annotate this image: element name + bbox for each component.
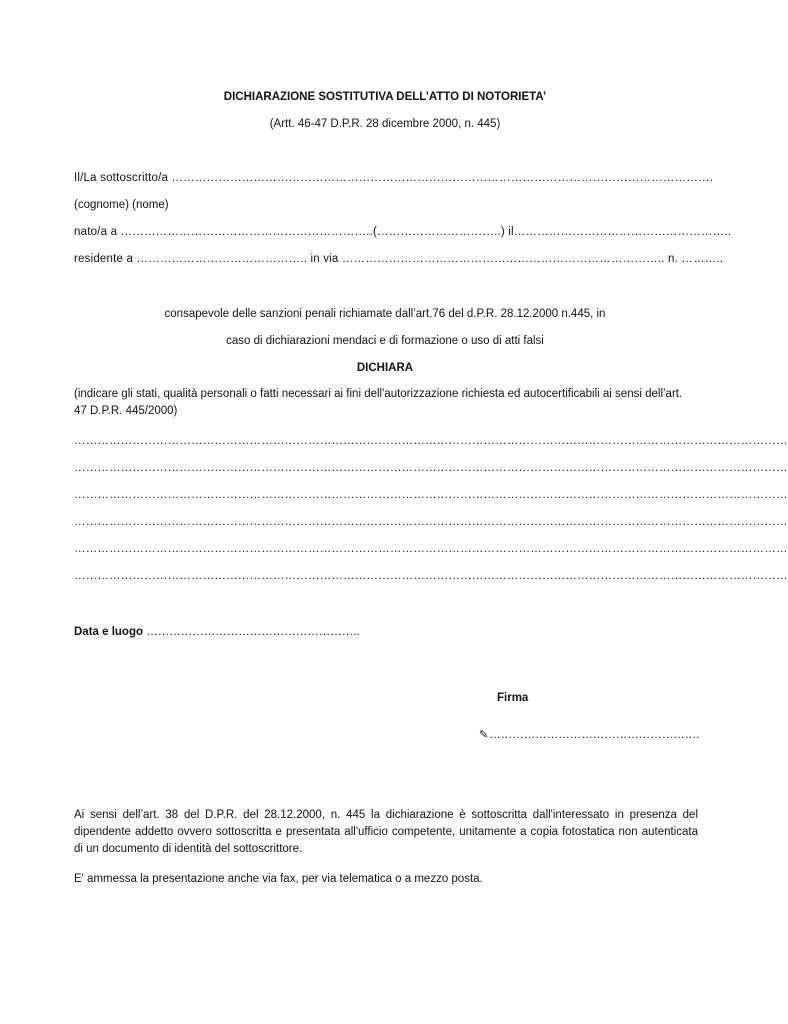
signature-row: [479, 728, 699, 742]
signature-field[interactable]: ……………………………………………….: [489, 729, 700, 741]
residence-field-line[interactable]: residente a …………………………………….. in via ……………………………………………………………………….. n. ………..: [74, 253, 724, 265]
document-title: DICHIARAZIONE SOSTITUTIVA DELL’ATTO DI NOTORIETA’: [223, 91, 547, 103]
awareness-line-2: caso di dichiarazioni mendaci e di formazione o uso di atti falsi: [226, 335, 544, 347]
document-subtitle: (Artt. 46-47 D.P.R. 28 dicembre 2000, n. 445): [269, 118, 501, 130]
birth-field-line[interactable]: nato/a a ………………………………………………………..(…………………………..) il………………………………………………..: [74, 226, 732, 238]
declaration-blank-line[interactable]: …………………………………………………………………………………………………………………………………………………………………: [74, 462, 788, 474]
name-field-line[interactable]: Il/La sottoscritto/a ………………………………………………………………………………………………………………………….: [74, 172, 714, 184]
declaration-blank-line[interactable]: …………………………………………………………………………………………………………………………………………………………………: [74, 435, 788, 447]
footer-note-2: E' ammessa la presentazione anche via fax, per via telematica o a mezzo posta.: [74, 873, 483, 885]
pen-icon: ✎: [479, 729, 489, 741]
declaration-blank-line[interactable]: …………………………………………………………………………………………………………………………………………………………………: [74, 489, 788, 501]
declaration-heading: DICHIARA: [356, 362, 414, 374]
awareness-line-1: consapevole delle sanzioni penali richiamate dall’art.76 del d.P.R. 28.12.2000 n.445, in: [164, 308, 606, 320]
date-place-label: Data e luogo: [74, 626, 144, 638]
signature-label: Firma: [497, 692, 529, 704]
declaration-blank-line[interactable]: …………………………………………………………………………………………………………………………………………………………………: [74, 516, 788, 528]
name-field-caption: (cognome) (nome): [74, 199, 169, 211]
date-place-row: [74, 625, 360, 639]
declaration-blank-line[interactable]: …………………………………………………………………………………………………………………………………………………………………: [74, 570, 788, 582]
declaration-instructions: (indicare gli stati, qualità personali o fatti necessari ai fini dell'autorizzazione richiesta ed autocertificabili ai sensi dell’art. 47 D.P.R. 445/2000): [74, 388, 683, 417]
declaration-blank-line[interactable]: …………………………………………………………………………………………………………………………………………………………………: [74, 543, 788, 555]
footer-note: Ai sensi dell’art. 38 del D.P.R. del 28.12.2000, n. 445 la dichiarazione è sottoscritta dall'interessato in presenza del dipendente addetto ovvero sottoscritta e presentata all'ufficio competente, unitamente a copia fotostatica non autenticata di un documento di identità del sottoscrittore.: [74, 809, 698, 855]
date-place-field[interactable]: ………………………………………………..: [143, 626, 360, 638]
